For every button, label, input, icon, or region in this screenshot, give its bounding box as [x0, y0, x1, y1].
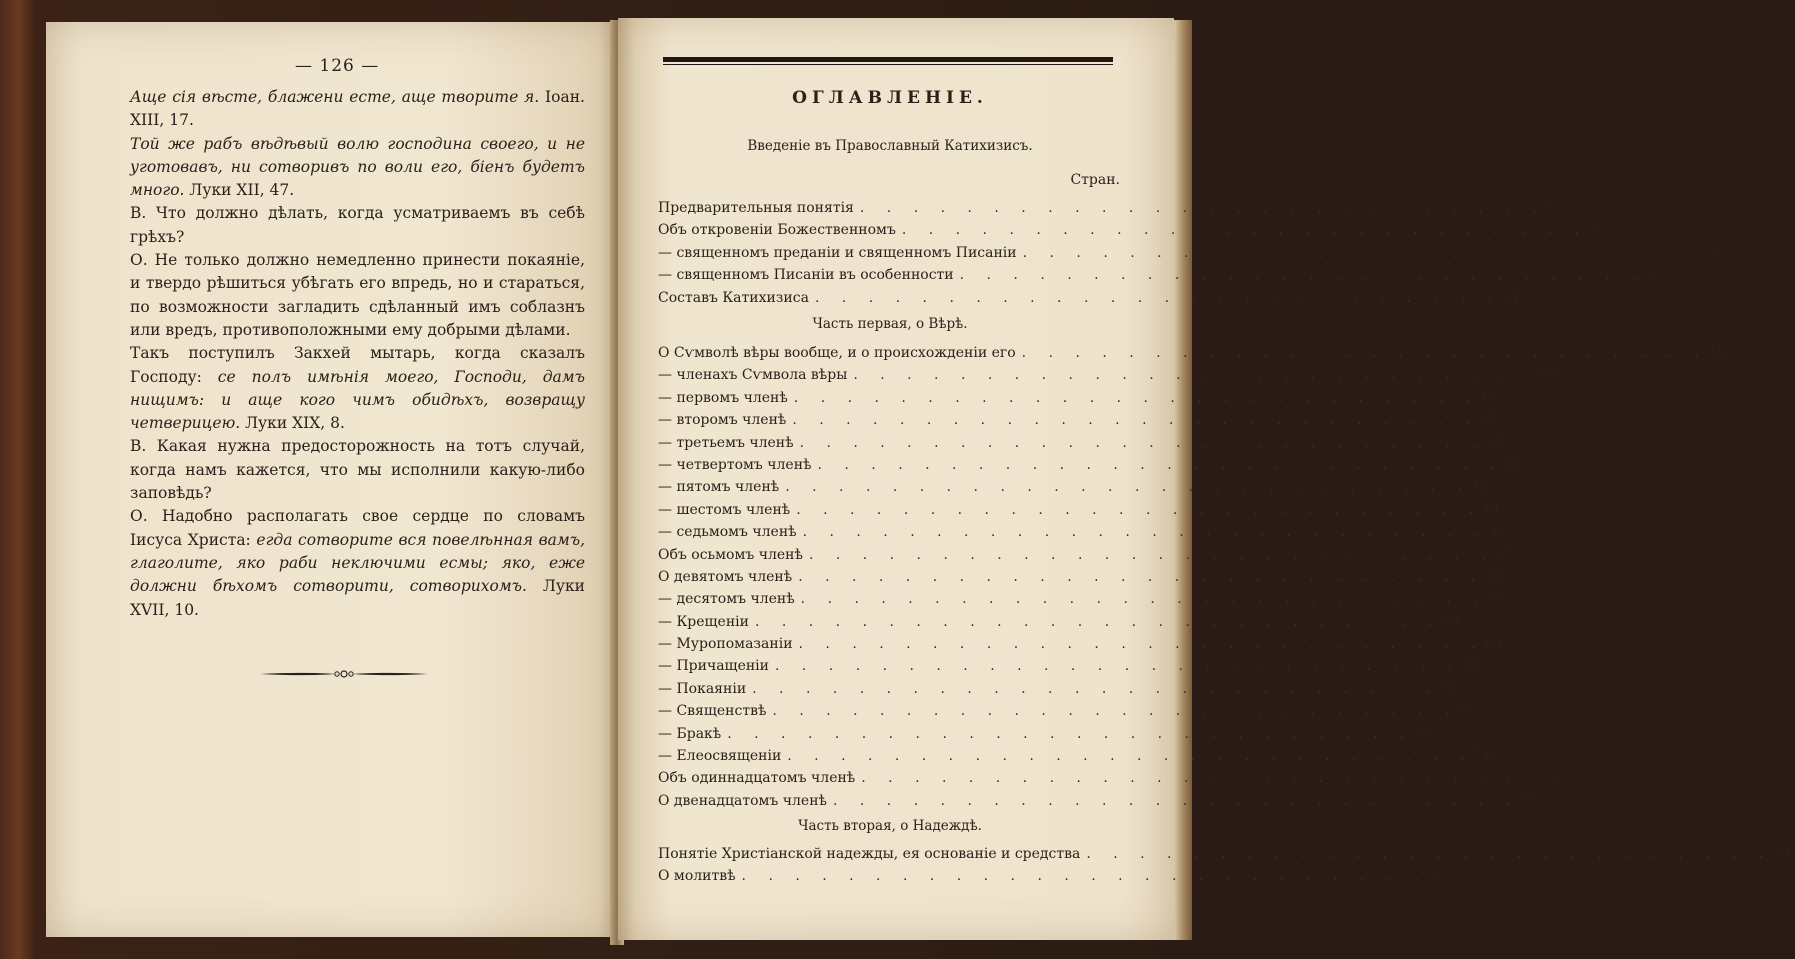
- dot-leader: . . . . . . . . . . . . . . . . . . . . . . . . . .: [785, 479, 1472, 496]
- toc-entry: [658, 544, 1518, 566]
- dot-leader: . . . . . . . . . . . . . . . . . . . . . . . . . .: [817, 456, 1504, 473]
- toc-entry: [658, 790, 1542, 812]
- paragraph: [130, 249, 585, 342]
- toc-entry: [658, 521, 1511, 543]
- dot-leader: . . . . . . . . . . . . . . . . . . . . . . . . . .: [741, 868, 1428, 885]
- dot-leader: . . . . . . . . . . . . . . . . . . . . . . . . . .: [792, 412, 1479, 429]
- toc-entry: [658, 588, 1509, 610]
- dot-leader: . . . . . . . . . . . . . . . . . . . . . . . . . .: [1021, 345, 1708, 361]
- toc-entry-page: 49.: [1484, 568, 1507, 585]
- dot-leader: . . . . . . . . . . . . . . . . . . . . . . . . . .: [959, 267, 1646, 284]
- toc-entry-page: 1.: [1545, 200, 1560, 216]
- toc-entry: [658, 499, 1505, 521]
- intro-heading: Введеніе въ Православный Катихизисъ.: [747, 138, 1033, 154]
- part2-heading: Часть вторая, о Надеждѣ.: [798, 818, 982, 834]
- toc-entry-page: 15.: [1707, 345, 1730, 361]
- dot-leader: . . . . . . . . . . . . . . . . . . . . . . . . . .: [1022, 244, 1709, 261]
- toc-entry: [658, 767, 1562, 789]
- toc-entry: [658, 454, 1526, 476]
- toc-entry-title: Объ откровеніи Божественномъ: [658, 222, 896, 239]
- italic-quote: се полъ имѣнія моего, Господи, дамъ нищимъ: и аще кого чимъ обидѣхъ, возвращу четверицею.: [130, 367, 585, 433]
- toc-entry: [658, 865, 1442, 887]
- toc-entry-page: 14.: [1500, 289, 1524, 306]
- toc-entry-page: —: [1547, 770, 1562, 787]
- toc-entry-page: 65.: [1460, 658, 1484, 675]
- paragraph-text: О. Не только должно немедленно принести покаяніе, и твердо рѣшиться убѣгать его впредь, но и стараться, по возможности загладить сдѣланный имъ соблазнъ или вредъ, противоположными ему добрыми дѣлами.: [130, 251, 585, 339]
- toc-entry-title: — Покаяніи: [658, 680, 747, 697]
- toc-entry: [658, 633, 1507, 655]
- toc-entry-page: 17.: [1539, 367, 1562, 384]
- dot-leader: . . . . . . . . . . . . . . . . . . . . . . . . . .: [814, 289, 1501, 306]
- toc-entry: [658, 678, 1461, 700]
- header-rule-thick: [663, 57, 1113, 62]
- toc-entry-title: — Причащеніи: [658, 658, 769, 675]
- toc-entry-title: Предварительныя понятія: [658, 200, 854, 216]
- toc-entry-title: — шестомъ членѣ: [658, 501, 791, 518]
- toc-entry-title: — Елеосвященіи: [658, 748, 782, 765]
- toc-entry-title: — четвертомъ членѣ: [658, 456, 812, 473]
- toc-part1-list: [658, 342, 1730, 812]
- dot-leader: . . . . . . . . . . . . . . . . . . . . . . . . . .: [796, 501, 1483, 518]
- toc-entry-title: — членахъ Сѵмвола вѣры: [658, 367, 848, 384]
- left-page-text: [130, 86, 585, 622]
- dot-leader: . . . . . . . . . . . . . . . . . . . . . . . . . .: [859, 200, 1546, 216]
- toc-entry-title: — священномъ Писаніи въ особенности: [658, 267, 954, 284]
- toc-entry-title: — третьемъ членѣ: [658, 434, 794, 451]
- toc-entry-page: 44.: [1482, 501, 1505, 518]
- toc-entry-page: 18.: [1479, 389, 1503, 406]
- toc-entry: [658, 387, 1503, 409]
- toc-entry-page: 5.: [1708, 244, 1722, 261]
- paragraph: [130, 86, 585, 133]
- toc-entry: [658, 342, 1730, 364]
- paragraph-text: В. Что должно дѣлать, когда усматриваемъ въ себѣ грѣхъ?: [130, 204, 585, 246]
- dot-leader: . . . . . . . . . . . . . . . . . . . . . . . . . .: [1086, 846, 1773, 862]
- toc-entry: [658, 655, 1484, 677]
- toc-entry-title: — священномъ преданіи и священномъ Писаніи: [658, 244, 1017, 261]
- toc-entry-page: 71.: [1438, 680, 1461, 697]
- paragraph-text: Такъ поступилъ Закхей мытарь, когда сказалъ Господу:: [130, 344, 585, 386]
- italic-quote: Той же рабъ вѣдѣвый волю господина своего, и не уготовавъ, ни сотворивъ по воли его, біенъ будетъ много.: [130, 134, 585, 200]
- toc-entry-page: 59.: [1486, 591, 1509, 608]
- toc-entry-page: 63.: [1484, 636, 1507, 653]
- paragraph: [130, 133, 585, 203]
- toc-entry-title: — десятомъ членѣ: [658, 591, 795, 608]
- toc-entry: [658, 611, 1464, 633]
- toc-entry: [658, 364, 1562, 386]
- toc-entry: [658, 287, 1524, 309]
- toc-entry-page: 47.: [1494, 546, 1518, 563]
- toc-entry: [658, 264, 1659, 286]
- header-rule-thin: [663, 64, 1113, 65]
- page-column-label: Стран.: [1070, 172, 1120, 188]
- toc-entry-title: — Бракѣ: [658, 725, 722, 742]
- dot-leader: . . . . . . . . . . . . . . . . . . . . . . . . . .: [752, 680, 1439, 697]
- toc-entry: [658, 566, 1507, 588]
- toc-title: ОГЛАВЛЕНІЕ.: [792, 88, 988, 108]
- italic-quote: егда сотворите вся повелѣнная вамъ, глаголите, яко раби неключими есмы; яко, еже должни бѣхомъ сотворити, сотворихомъ.: [130, 530, 585, 596]
- toc-entry-title: Объ осьмомъ членѣ: [658, 546, 803, 563]
- toc-entry: [658, 409, 1501, 431]
- dot-leader: . . . . . . . . . . . . . . . . . . . . . . . . . .: [802, 524, 1489, 541]
- dot-leader: . . . . . . . . . . . . . . . . . . . . . . . . . .: [787, 748, 1474, 765]
- toc-entry-title: Составъ Катихизиса: [658, 289, 809, 306]
- dot-leader: . . . . . . . . . . . . . . . . . . . . . . . . . .: [901, 222, 1588, 239]
- paragraph: [130, 342, 585, 435]
- toc-entry-page: 74.: [1473, 748, 1496, 765]
- toc-entry-title: О девятомъ членѣ: [658, 568, 793, 585]
- paragraph: [130, 505, 585, 621]
- toc-entry-page: 27.: [1478, 412, 1501, 429]
- toc-entry-page: 72.: [1458, 703, 1481, 720]
- toc-entry: [658, 197, 1560, 219]
- dot-leader: . . . . . . . . . . . . . . . . . . . . . . . . . .: [833, 792, 1519, 809]
- paragraph: [130, 435, 585, 505]
- paragraph: [130, 202, 585, 249]
- paragraph-text: Луки XVII, 10.: [130, 577, 585, 619]
- toc-entry-page: 42.: [1471, 479, 1494, 496]
- toc-entry-page: —: [1427, 868, 1442, 885]
- toc-entry-title: О Сѵмволѣ вѣры вообще, и о происхожденіи его: [658, 345, 1016, 361]
- toc-entry-title: — Крещеніи: [658, 613, 749, 630]
- toc-entry-page: 30.: [1485, 434, 1508, 451]
- toc-entry-page: 77.: [1518, 792, 1542, 809]
- italic-quote: Аще сія вѣсте, блажени есте, аще творите я.: [130, 88, 540, 106]
- toc-entry-title: Понятіе Христіанской надежды, ея основаніе и средства: [658, 846, 1081, 862]
- toc-entry-page: 45.: [1488, 524, 1511, 541]
- toc-entry: [658, 219, 1602, 241]
- toc-entry-title: — пятомъ членѣ: [658, 479, 780, 496]
- toc-entry-title: — Священствѣ: [658, 703, 767, 720]
- dot-leader: . . . . . . . . . . . . . . . . . . . . . . . . . .: [853, 367, 1540, 384]
- toc-entry-title: — первомъ членѣ: [658, 389, 788, 406]
- toc-entry: [658, 432, 1508, 454]
- toc-entry: [658, 745, 1496, 767]
- toc-entry-page: 38.: [1503, 456, 1526, 473]
- paragraph-text: Луки XIX, 8.: [240, 414, 345, 433]
- toc-entry: [658, 700, 1481, 722]
- toc-entry-title: О двенадцатомъ членѣ: [658, 792, 827, 809]
- toc-entry: [658, 242, 1722, 264]
- toc-entry: [658, 723, 1436, 745]
- toc-entry: [658, 843, 1795, 865]
- dot-leader: . . . . . . . . . . . . . . . . . . . . . . . . . .: [798, 636, 1485, 653]
- toc-entry-title: Объ одиннадцатомъ членѣ: [658, 770, 856, 787]
- toc-entry-page: 60.: [1440, 613, 1464, 630]
- toc-entry-title: О молитвѣ: [658, 868, 736, 885]
- dot-leader: . . . . . . . . . . . . . . . . . . . . . . . . . .: [798, 568, 1485, 585]
- toc-part2-list: [658, 843, 1795, 888]
- toc-entry-title: — второмъ членѣ: [658, 412, 787, 429]
- toc-entry-page: 73.: [1413, 725, 1436, 742]
- dot-leader: . . . . . . . . . . . . . . . . . . . . . . . . . .: [793, 389, 1480, 406]
- toc-entry: [658, 476, 1494, 498]
- dot-leader: . . . . . . . . . . . . . . . . . . . . . . . . . .: [861, 770, 1548, 787]
- toc-entry-page: 79.: [1772, 846, 1795, 862]
- dot-leader: . . . . . . . . . . . . . . . . . . . . . . . . . .: [775, 658, 1461, 675]
- dot-leader: . . . . . . . . . . . . . . . . . . . . . . . . . .: [799, 434, 1486, 451]
- toc-entry-title: — Муропомазаніи: [658, 636, 793, 653]
- toc-entry-title: — седьмомъ членѣ: [658, 524, 797, 541]
- dot-leader: . . . . . . . . . . . . . . . . . . . . . . . . . .: [808, 546, 1495, 563]
- part1-heading: Часть первая, о Вѣрѣ.: [812, 316, 968, 332]
- dot-leader: . . . . . . . . . . . . . . . . . . . . . . . . . .: [800, 591, 1487, 608]
- ornament-divider: [258, 668, 430, 680]
- paragraph-text: Луки XII, 47.: [184, 181, 295, 200]
- paragraph-text: Іоан. XIII, 17.: [130, 88, 585, 130]
- toc-intro-list: [658, 197, 1722, 309]
- dot-leader: . . . . . . . . . . . . . . . . . . . . . . . . . .: [772, 703, 1459, 720]
- paragraph-text: О. Надобно располагать свое сердце по словамъ Іисуса Христа:: [130, 507, 585, 549]
- paragraph-text: В. Какая нужна предосторожность на тотъ случай, когда намъ кажется, что мы исполнили какую-либо заповѣдь?: [130, 437, 585, 503]
- page-number: — 126 —: [295, 56, 380, 76]
- toc-entry-page: 8.: [1645, 267, 1659, 284]
- dot-leader: . . . . . . . . . . . . . . . . . . . . . . . . . .: [727, 725, 1414, 742]
- dot-leader: . . . . . . . . . . . . . . . . . . . . . . . . . .: [754, 613, 1441, 630]
- toc-entry-page: 3.: [1587, 222, 1602, 239]
